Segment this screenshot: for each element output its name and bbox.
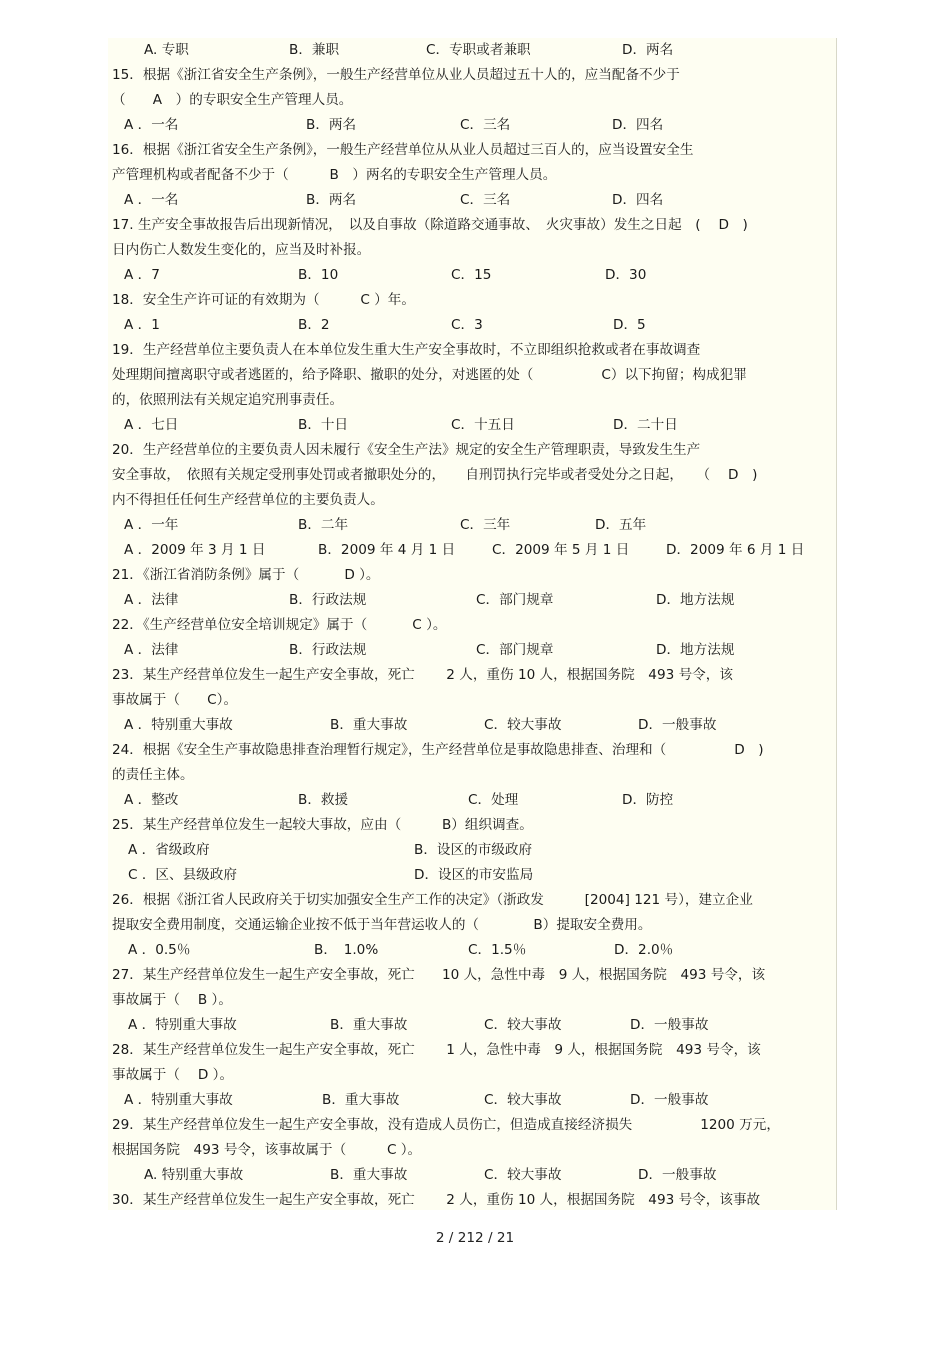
option-item: B． 1.0% (314, 942, 379, 958)
question-text: 16．根据《浙江省安全生产条例》，一般生产经营单位从从业人员超过三百人的，应当设置安全生 (112, 142, 694, 158)
answer-options (108, 713, 836, 738)
option-item: D．五年 (595, 517, 647, 533)
page-number: 2 / 212 / 21 (435, 1230, 515, 1246)
option-item: A ．0.5％ (128, 942, 191, 958)
answer-options (108, 1013, 836, 1038)
option-item: D．2009 年 6 月 1 日 (666, 542, 805, 558)
option-item: C．较大事故 (484, 1092, 562, 1108)
option-item: A ．一年 (124, 517, 179, 533)
option-item: D．两名 (622, 42, 674, 58)
option-item: D．一般事故 (638, 1167, 717, 1183)
option-item: C．3 (451, 317, 483, 333)
answer-options (108, 788, 836, 813)
option-item: A. 特别重大事故 (144, 1167, 244, 1183)
answer-options (108, 1088, 836, 1113)
question-list (108, 38, 836, 1213)
option-item: D．地方法规 (656, 592, 735, 608)
option-item: A ．特别重大事故 (124, 1092, 233, 1108)
option-item: C．三名 (460, 117, 511, 133)
answer-options (108, 188, 836, 213)
question-text: 事故属于（ B ）。 (112, 992, 232, 1008)
option-item: C．较大事故 (484, 717, 562, 733)
option-item: D．四名 (612, 192, 664, 208)
option-item: D．一般事故 (630, 1092, 709, 1108)
option-item: A ．特别重大事故 (128, 1017, 237, 1033)
option-item: C．专职或者兼职 (426, 42, 531, 58)
question-text: 24．根据《安全生产事故隐患排查治理暂行规定》，生产经营单位是事故隐患排查、治理和（ D ) (112, 742, 764, 758)
question-text: 日内伤亡人数发生变化的，应当及时补报。 (112, 242, 371, 258)
question-text: 处理期间擅离职守或者逃匿的，给予降职、撤职的处分，对逃匿的处（ C）以下拘留；构成犯罪 (112, 367, 747, 383)
question-text: 内不得担任任何生产经营单位的主要负责人。 (112, 492, 384, 508)
answer-options (108, 513, 836, 538)
question-text: 30．某生产经营单位发生一起生产安全事故，死亡 2 人，重伤 10 人，根据国务院 493 号令，该事故 (112, 1192, 761, 1208)
option-item: D．四名 (612, 117, 664, 133)
answer-options (108, 1163, 836, 1188)
option-item: B．两名 (306, 117, 357, 133)
question-text: 根据国务院 493 号令，该事故属于（ C ）。 (112, 1142, 422, 1158)
question-text: 27．某生产经营单位发生一起生产安全事故，死亡 10 人，急性中毒 9 人，根据国务院 493 号令，该 (112, 967, 766, 983)
option-item: A ．一名 (124, 192, 179, 208)
answer-options (108, 113, 836, 138)
answer-options (108, 538, 836, 563)
option-item: C．较大事故 (484, 1167, 562, 1183)
option-item: B．行政法规 (289, 592, 367, 608)
question-text: 28．某生产经营单位发生一起生产安全事故，死亡 1 人，急性中毒 9 人，根据国务院 493 号令，该 (112, 1042, 761, 1058)
question-text: 26．根据《浙江省人民政府关于切实加强安全生产工作的决定》（浙政发 [2004] 121 号），建立企业 (112, 892, 753, 908)
option-item: C．十五日 (451, 417, 515, 433)
option-item: C．处理 (468, 792, 519, 808)
option-item: A ．法律 (124, 592, 179, 608)
option-item: C．2009 年 5 月 1 日 (492, 542, 630, 558)
question-text: 事故属于（ C）。 (112, 692, 238, 708)
option-item: C．部门规章 (476, 592, 554, 608)
option-item: A ．一名 (124, 117, 179, 133)
option-item: D．二十日 (613, 417, 678, 433)
option-item: D．2.0％ (614, 942, 674, 958)
option-item: C ．区、县级政府 (128, 867, 237, 883)
option-item: C．1.5％ (468, 942, 527, 958)
option-item: A ．整改 (124, 792, 179, 808)
answer-options (108, 263, 836, 288)
option-item: A ．1 (124, 317, 160, 333)
option-item: B．兼职 (289, 42, 340, 58)
option-item: B．救援 (298, 792, 349, 808)
question-text: 提取安全费用制度，交通运输企业按不低于当年营运收人的（ B）提取安全费用。 (112, 917, 652, 933)
answer-options (108, 938, 836, 963)
question-text: 15．根据《浙江省安全生产条例》，一般生产经营单位从业人员超过五十人的，应当配备不少于 (112, 67, 680, 83)
question-text: 25．某生产经营单位发生一起较大事故，应由（ B）组织调查。 (112, 817, 533, 833)
answer-options (108, 588, 836, 613)
option-item: C．三名 (460, 192, 511, 208)
option-item: B．两名 (306, 192, 357, 208)
option-item: C．三年 (460, 517, 511, 533)
option-item: B．2 (298, 317, 330, 333)
option-item: B．重大事故 (330, 1017, 408, 1033)
question-text: 事故属于（ D ）。 (112, 1067, 234, 1083)
question-text: （ A ）的专职安全生产管理人员。 (112, 92, 353, 108)
option-item: A ．七日 (124, 417, 179, 433)
question-text: 20．生产经营单位的主要负责人因未履行《安全生产法》规定的安全生产管理职责，导致发生生产 (112, 442, 701, 458)
question-text: 21．《浙江省消防条例》属于（ D ）。 (112, 567, 380, 583)
answer-options (108, 863, 836, 888)
question-text: 17. 生产安全事故报告后出现新情况， 以及自事故（除道路交通事故、 火灾事故）发生之日起 ( D ) (112, 217, 748, 233)
option-item: A ．法律 (124, 642, 179, 658)
option-item: D．一般事故 (638, 717, 717, 733)
option-item: D．设区的市安监局 (414, 867, 534, 883)
option-item: D．一般事故 (630, 1017, 709, 1033)
option-item: C．部门规章 (476, 642, 554, 658)
document-page (108, 38, 837, 1210)
answer-options (108, 838, 836, 863)
question-text: 产管理机构或者配备不少于（ B ）两名的专职安全生产管理人员。 (112, 167, 557, 183)
option-item: B．设区的市级政府 (414, 842, 533, 858)
question-text: 29．某生产经营单位发生一起生产安全事故，没有造成人员伤亡，但造成直接经济损失 1200 万元， (112, 1117, 780, 1133)
answer-options (108, 638, 836, 663)
option-item: A ．省级政府 (128, 842, 210, 858)
option-item: A ．2009 年 3 月 1 日 (124, 542, 266, 558)
option-item: D．30 (605, 267, 647, 283)
option-item: B．十日 (298, 417, 349, 433)
answer-options (108, 38, 836, 63)
answer-options (108, 313, 836, 338)
option-item: B．二年 (298, 517, 349, 533)
question-text: 的责任主体。 (112, 767, 194, 783)
option-item: A. 专职 (144, 42, 189, 58)
option-item: D．防控 (622, 792, 674, 808)
option-item: C．15 (451, 267, 492, 283)
option-item: D．5 (613, 317, 646, 333)
option-item: C．较大事故 (484, 1017, 562, 1033)
option-item: B．10 (298, 267, 339, 283)
question-text: 的，依照刑法有关规定追究刑事责任。 (112, 392, 344, 408)
option-item: B．行政法规 (289, 642, 367, 658)
option-item: B．重大事故 (330, 717, 408, 733)
answer-options (108, 413, 836, 438)
question-text: 19．生产经营单位主要负责人在本单位发生重大生产安全事故时，不立即组织抢救或者在事故调查 (112, 342, 701, 358)
option-item: B．重大事故 (330, 1167, 408, 1183)
question-text: 安全事故， 依照有关规定受刑事处罚或者撤职处分的， 自刑罚执行完毕或者受处分之日起， （ D ) (112, 467, 758, 483)
option-item: B．重大事故 (322, 1092, 400, 1108)
option-item: D．地方法规 (656, 642, 735, 658)
question-text: 18．安全生产许可证的有效期为（ C ）年。 (112, 292, 415, 308)
option-item: A ．7 (124, 267, 160, 283)
option-item: B．2009 年 4 月 1 日 (318, 542, 456, 558)
question-text: 23．某生产经营单位发生一起生产安全事故，死亡 2 人，重伤 10 人，根据国务院 493 号令，该 (112, 667, 733, 683)
question-text: 22．《生产经营单位安全培训规定》属于（ C ）。 (112, 617, 447, 633)
option-item: A ．特别重大事故 (124, 717, 233, 733)
